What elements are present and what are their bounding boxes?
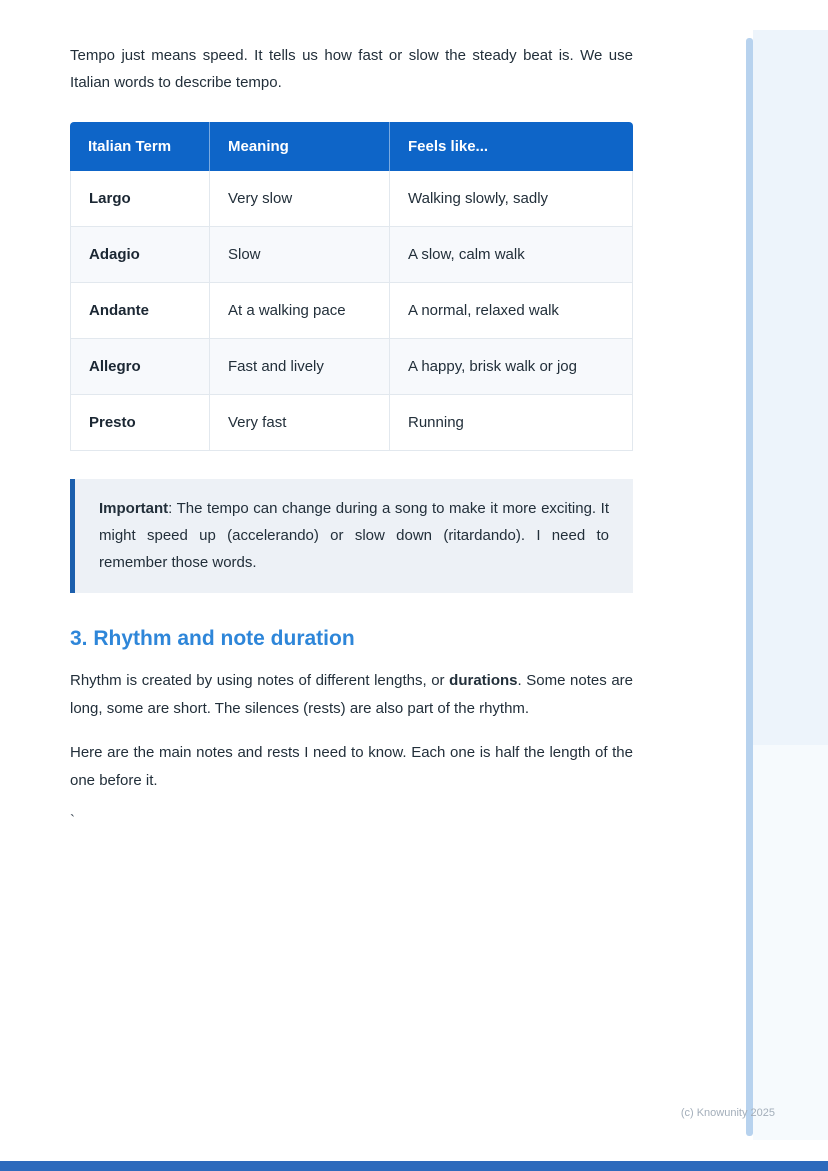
table-row	[70, 339, 633, 395]
bottom-accent-bar	[0, 1161, 828, 1171]
tempo-table-body	[70, 171, 633, 451]
cell-feels: A happy, brisk walk or jog	[390, 339, 633, 395]
rhythm-paragraph-bold: durations	[449, 672, 518, 689]
cell-feels: A slow, calm walk	[390, 227, 633, 283]
tempo-table-header	[70, 122, 633, 171]
header-meaning: Meaning	[210, 122, 390, 171]
intro-paragraph: Tempo just means speed. It tells us how fast or slow the steady beat is. We use Italian words to describe tempo.	[70, 47, 633, 91]
cell-feels: Walking slowly, sadly	[390, 171, 633, 227]
cell-term: Presto	[70, 395, 210, 451]
section-heading: 3. Rhythm and note duration	[70, 627, 355, 650]
cell-term: Largo	[70, 171, 210, 227]
stray-character: `	[70, 812, 75, 829]
table-row	[70, 283, 633, 339]
cell-term: Allegro	[70, 339, 210, 395]
callout-body: : The tempo can change during a song to make it more exciting. It might speed up (accelerando) or slow down (ritardando). I need to remember those words.	[99, 500, 609, 571]
document-content	[70, 0, 633, 831]
notes-paragraph: Here are the main notes and rests I need to know. Each one is half the length of the one before it.	[70, 744, 633, 789]
cell-meaning: Slow	[210, 227, 390, 283]
table-row	[70, 227, 633, 283]
tempo-table	[70, 122, 633, 451]
rhythm-paragraph-start: Rhythm is created by using notes of different lengths, or	[70, 672, 450, 689]
rhythm-paragraph	[70, 667, 633, 722]
cell-meaning: Fast and lively	[210, 339, 390, 395]
cell-term: Adagio	[70, 227, 210, 283]
cell-meaning: At a walking pace	[210, 283, 390, 339]
header-italian-term: Italian Term	[70, 122, 210, 171]
cell-meaning: Very fast	[210, 395, 390, 451]
cell-feels: A normal, relaxed walk	[390, 283, 633, 339]
table-row	[70, 171, 633, 227]
callout-lead: Important	[99, 500, 169, 517]
next-page-preview-top	[753, 30, 828, 745]
table-header-row	[70, 122, 633, 171]
cell-feels: Running	[390, 395, 633, 451]
cell-term: Andante	[70, 283, 210, 339]
next-page-preview	[753, 30, 828, 1140]
rhythm-paragraph-end: . Some notes are long, some are short. The silences (rests) are also part of the rhythm.	[70, 672, 633, 717]
copyright-footer: (c) Knowunity 2025	[680, 1107, 775, 1119]
cell-meaning: Very slow	[210, 171, 390, 227]
page-edge-divider	[746, 38, 753, 1136]
table-row	[70, 395, 633, 451]
header-feels-like: Feels like...	[390, 122, 633, 171]
callout-text	[99, 495, 609, 576]
important-callout	[70, 479, 633, 593]
